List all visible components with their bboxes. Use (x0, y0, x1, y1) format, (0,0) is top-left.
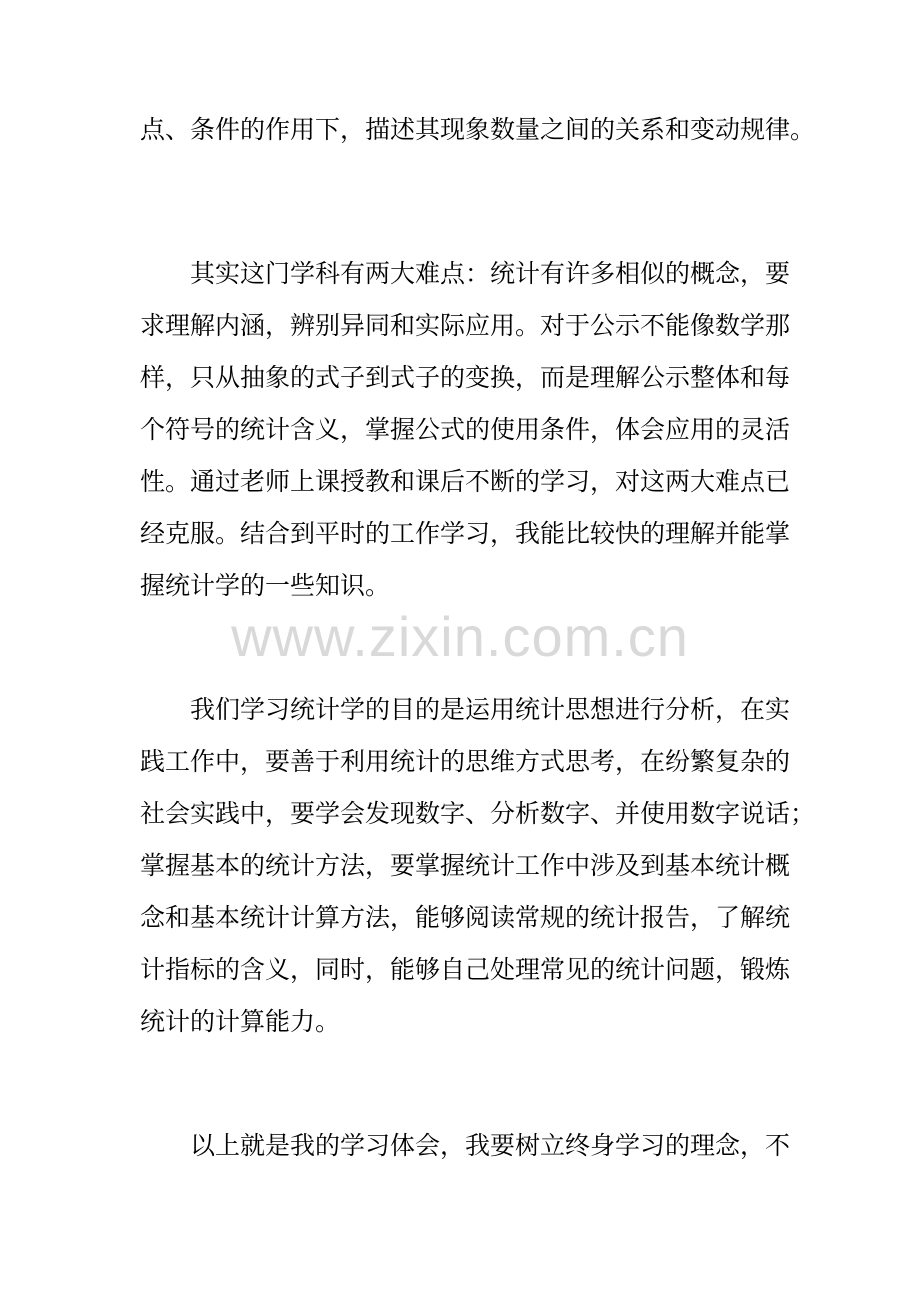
text-line: 社会实践中，要学会发现数字、分析数字、并使用数字说话； (140, 799, 816, 828)
text-line: 掌握基本的统计方法，要掌握统计工作中涉及到基本统计概 (140, 851, 791, 880)
text-line: 求理解内涵，辨别异同和实际应用。对于公示不能像数学那 (140, 311, 791, 340)
text-line: 点、条件的作用下，描述其现象数量之间的关系和变动规律。 (140, 115, 816, 144)
paragraph-3 (140, 684, 816, 1048)
paragraph-1 (140, 104, 816, 156)
watermark: www.zixin.com.cn (231, 605, 689, 668)
text-line: 个符号的统计含义，掌握公式的使用条件，体会应用的灵活 (140, 415, 791, 444)
text-line: 统计的计算能力。 (140, 1007, 341, 1036)
text-line: 性。通过老师上课授教和课后不断的学习，对这两大难点已 (140, 467, 791, 496)
text-line: 样，只从抽象的式子到式子的变换，而是理解公示整体和每 (140, 363, 791, 392)
paragraph-4 (140, 1120, 791, 1172)
paragraph-2 (140, 248, 791, 612)
text-line: 以上就是我的学习体会，我要树立终身学习的理念，不 (140, 1131, 791, 1160)
text-line: 经克服。结合到平时的工作学习，我能比较快的理解并能掌 (140, 519, 791, 548)
text-line: 念和基本统计计算方法，能够阅读常规的统计报告，了解统 (140, 903, 791, 932)
text-line: 我们学习统计学的目的是运用统计思想进行分析，在实 (140, 695, 791, 724)
text-line: 握统计学的一些知识。 (140, 571, 391, 600)
text-line: 其实这门学科有两大难点：统计有许多相似的概念，要 (140, 259, 791, 288)
text-line: 计指标的含义，同时，能够自己处理常见的统计问题，锻炼 (140, 955, 791, 984)
text-line: 践工作中，要善于利用统计的思维方式思考，在纷繁复杂的 (140, 747, 791, 776)
